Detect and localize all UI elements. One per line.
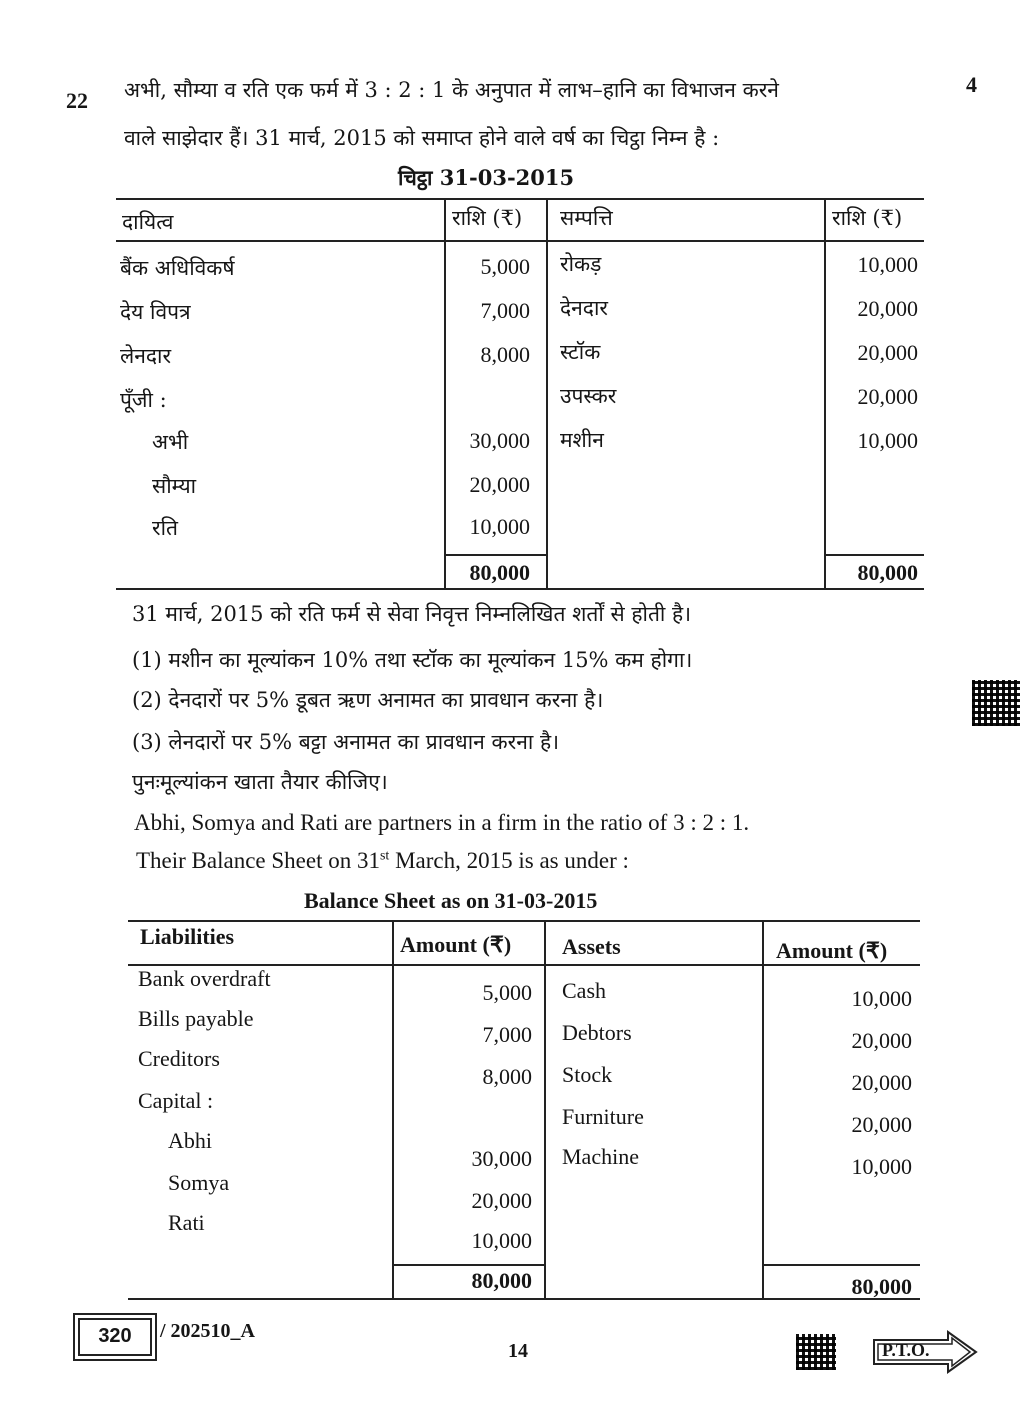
english-total-assets: 80,000 xyxy=(851,1274,912,1299)
english-liability-label: Creditors xyxy=(138,1046,220,1071)
english-asset-label: Debtors xyxy=(562,1020,632,1045)
english-liability-amount: 10,000 xyxy=(471,1228,532,1253)
english-asset-amount: 10,000 xyxy=(851,1154,912,1179)
hindi-header-amount-1: राशि (₹) xyxy=(452,206,523,230)
hindi-total-liabilities: 80,000 xyxy=(469,560,530,585)
english-header-amount-2: Amount (₹) xyxy=(776,938,888,963)
hindi-liability-amount: 30,000 xyxy=(469,428,530,453)
english-total-liabilities: 80,000 xyxy=(471,1268,532,1293)
english-liability-amount: 30,000 xyxy=(471,1146,532,1171)
english-header-liabilities: Liabilities xyxy=(140,924,235,949)
english-liability-label: Capital : xyxy=(138,1088,214,1113)
hindi-liability-amount: 8,000 xyxy=(480,342,530,367)
pto-arrow xyxy=(870,1330,980,1374)
english-liability-label: Rati xyxy=(168,1210,205,1235)
hindi-liability-label: देय विपत्र xyxy=(120,300,191,324)
english-header-assets: Assets xyxy=(562,934,621,959)
hindi-liability-amount: 20,000 xyxy=(469,472,530,497)
hindi-asset-label: मशीन xyxy=(560,428,604,452)
question-number: 22 xyxy=(66,88,88,113)
english-asset-amount: 20,000 xyxy=(851,1070,912,1095)
english-asset-amount: 20,000 xyxy=(851,1112,912,1137)
english-asset-label: Furniture xyxy=(562,1104,644,1129)
hindi-liability-amount: 5,000 xyxy=(480,254,530,279)
english-asset-amount: 10,000 xyxy=(851,986,912,1011)
hindi-asset-amount: 20,000 xyxy=(857,340,918,365)
english-liability-label: Somya xyxy=(168,1170,230,1195)
english-table-caption: Balance Sheet as on 31-03-2015 xyxy=(304,888,598,913)
hindi-condition-item: (3) लेनदारों पर 5% बट्टा अनामत का प्रावधान करना है। xyxy=(132,730,560,754)
qr-code-icon xyxy=(796,1334,836,1370)
hindi-liability-amount: 7,000 xyxy=(480,298,530,323)
hindi-liability-label: पूँजी : xyxy=(120,388,167,412)
hindi-asset-label: देनदार xyxy=(560,296,608,320)
qr-code-icon xyxy=(972,680,1020,726)
hindi-table-caption: चिट्ठा 31-03-2015 xyxy=(398,165,575,190)
english-liability-amount: 8,000 xyxy=(482,1064,532,1089)
hindi-balance-sheet xyxy=(116,198,924,590)
hindi-asset-amount: 20,000 xyxy=(857,296,918,321)
hindi-asset-amount: 20,000 xyxy=(857,384,918,409)
page-number: 14 xyxy=(508,1340,528,1362)
english-liability-amount: 5,000 xyxy=(482,980,532,1005)
hindi-liability-label: अभी xyxy=(152,430,189,454)
hindi-asset-amount: 10,000 xyxy=(857,428,918,453)
hindi-header-amount-2: राशि (₹) xyxy=(832,206,903,230)
english-liability-label: Bank overdraft xyxy=(138,966,271,991)
english-liability-label: Abhi xyxy=(168,1128,212,1153)
hindi-liability-amount: 10,000 xyxy=(469,514,530,539)
english-intro-line-1: Abhi, Somya and Rati are partners in a firm in the ratio of 3 : 2 : 1. xyxy=(134,810,750,835)
series-code: / 202510_A xyxy=(160,1320,255,1342)
hindi-liability-label: सौम्या xyxy=(152,474,197,498)
hindi-conditions-intro: 31 मार्च, 2015 को रति फर्म से सेवा निवृत्त निम्नलिखित शर्तों से होती है। xyxy=(132,602,692,626)
hindi-liability-label: रति xyxy=(152,516,178,540)
hindi-intro-line-1: अभी, सौम्या व रति एक फर्म में 3 : 2 : 1 के अनुपात में लाभ–हानि का विभाजन करने xyxy=(124,78,779,102)
english-header-amount-1: Amount (₹) xyxy=(400,932,512,957)
english-liability-amount: 20,000 xyxy=(471,1188,532,1213)
english-asset-amount: 20,000 xyxy=(851,1028,912,1053)
english-liability-amount: 7,000 xyxy=(482,1022,532,1047)
english-asset-label: Cash xyxy=(562,978,606,1003)
hindi-header-assets: सम्पत्ति xyxy=(560,206,613,230)
hindi-asset-label: उपस्कर xyxy=(560,384,617,408)
hindi-asset-amount: 10,000 xyxy=(857,252,918,277)
hindi-asset-label: स्टॉक xyxy=(560,340,601,364)
hindi-asset-label: रोकड़ xyxy=(560,252,602,276)
hindi-intro-line-2: वाले साझेदार हैं। 31 मार्च, 2015 को समाप्त होने वाले वर्ष का चिट्ठा निम्न है : xyxy=(124,126,720,150)
paper-code-box: 320 xyxy=(78,1318,152,1356)
question-marks: 4 xyxy=(966,72,977,97)
english-balance-sheet xyxy=(128,920,920,1300)
hindi-total-assets: 80,000 xyxy=(857,560,918,585)
english-liability-label: Bills payable xyxy=(138,1006,254,1031)
hindi-header-liabilities: दायित्व xyxy=(122,210,174,234)
hindi-liability-label: लेनदार xyxy=(120,344,172,368)
hindi-instruction: पुनःमूल्यांकन खाता तैयार कीजिए। xyxy=(132,770,388,794)
hindi-liability-label: बैंक अधिविकर्ष xyxy=(120,256,235,280)
english-intro-line-2: Their Balance Sheet on 31st March, 2015 is as under : xyxy=(136,848,629,873)
english-asset-label: Machine xyxy=(562,1144,639,1169)
pto-label: P.T.O. xyxy=(882,1340,930,1360)
hindi-condition-item: (2) देनदारों पर 5% डूबत ऋण अनामत का प्रावधान करना है। xyxy=(132,688,604,712)
english-asset-label: Stock xyxy=(562,1062,613,1087)
hindi-condition-item: (1) मशीन का मूल्यांकन 10% तथा स्टॉक का मूल्यांकन 15% कम होगा। xyxy=(132,648,693,672)
